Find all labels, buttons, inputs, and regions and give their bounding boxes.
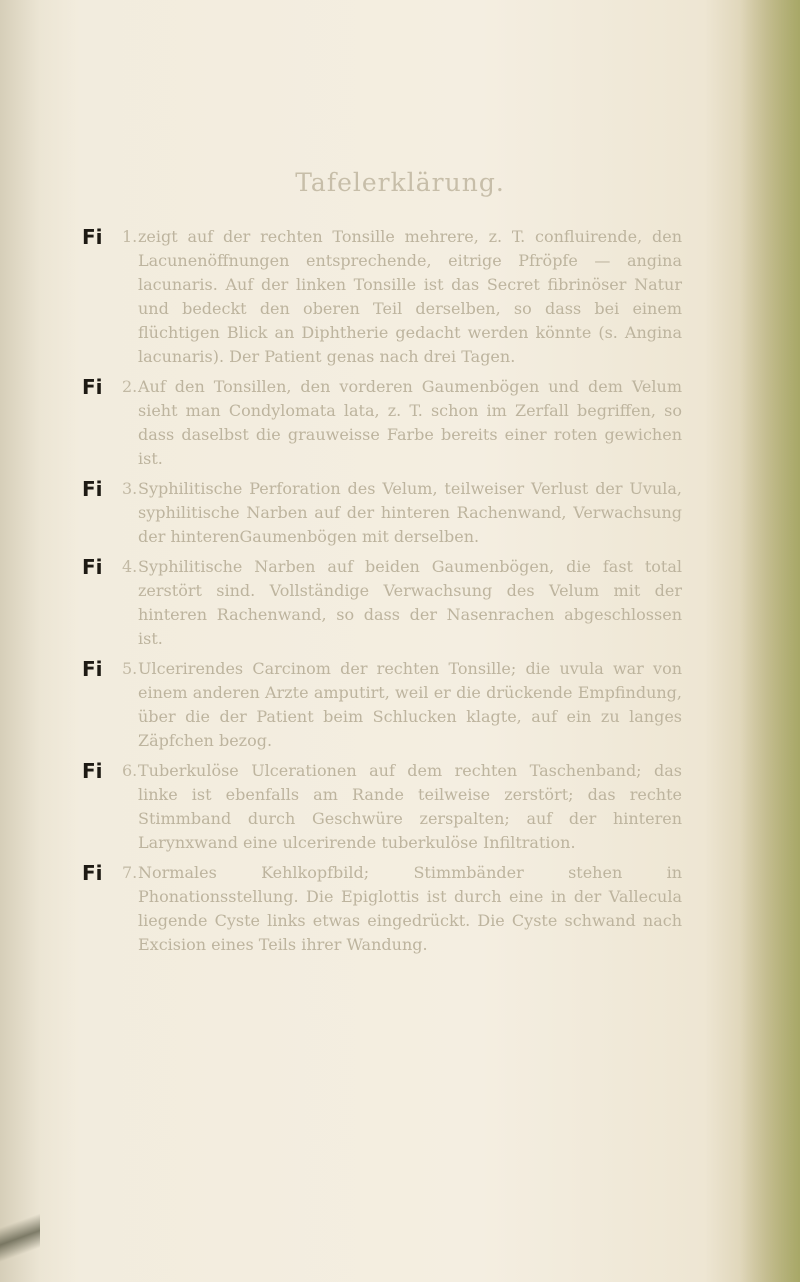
fig-number: 6. (122, 761, 138, 780)
fig-label: Fi (82, 861, 103, 885)
entry-text: zeigt auf der rechten Tonsille mehrere, z. T. confluirende, den Lacunenöffnungen entsprechende, eitrige Pfröpfe — angina lacunaris. Auf der linken Tonsille ist das Secret fibrinöser Natur und bedeckt den oberen Teil derselben, so dass bei einem flüchtigen Blick an Diphtherie gedacht werden könnte (s. Angina lacunaris). Der Patient genas nach drei Tagen. (138, 227, 682, 366)
fig-number: 1. (122, 227, 138, 246)
page-title: Tafelerklärung. (295, 168, 505, 197)
entry-fig-6 (82, 759, 682, 855)
entry-text: Syphilitische Narben auf beiden Gaumenbögen, die fast total zerstört sind. Vollständige Verwachsung des Velum mit der hinteren Rachenwand, so dass der Nasenrachen abgeschlossen ist. (138, 557, 682, 648)
corner-mark (0, 1182, 40, 1282)
entry-text: Syphilitische Perforation des Velum, teilweiser Verlust der Uvula, syphilitische Narben auf der hinteren Rachenwand, Verwachsung der hinterenGaumenbögen mit derselben. (138, 479, 682, 546)
fig-number: 2. (122, 377, 138, 396)
entry-fig-1 (82, 225, 682, 369)
fig-label: Fi (82, 759, 103, 783)
entry-fig-7 (82, 861, 682, 957)
entry-fig-4 (82, 555, 682, 651)
entry-text: Tuberkulöse Ulcerationen auf dem rechten Taschenband; das linke ist ebenfalls am Rande teilweise zerstört; das rechte Stimmband durch Geschwüre zerspalten; auf der hinteren Larynxwand eine ulcerirende tuberkulöse Infiltration. (138, 761, 682, 852)
fig-number: 4. (122, 557, 138, 576)
entry-fig-5 (82, 657, 682, 753)
entry-text: Auf den Tonsillen, den vorderen Gaumenbögen und dem Velum sieht man Condylomata lata, z. T. schon im Zerfall begriffen, so dass daselbst die grauweisse Farbe bereits einer roten gewichen ist. (138, 377, 682, 468)
plate-explanation (82, 225, 682, 963)
entry-text: Ulcerirendes Carcinom der rechten Tonsille; die uvula war von einem anderen Arzte amputirt, weil er die drückende Empfindung, über die der Patient beim Schlucken klagte, auf ein zu langes Zäpfchen bezog. (138, 659, 682, 750)
fig-number: 7. (122, 863, 138, 882)
fig-number: 5. (122, 659, 138, 678)
fig-label: Fi (82, 225, 103, 249)
entry-fig-2 (82, 375, 682, 471)
fig-label: Fi (82, 555, 103, 579)
fig-label: Fi (82, 375, 103, 399)
entry-fig-3 (82, 477, 682, 549)
entry-text: Normales Kehlkopfbild; Stimmbänder stehen in Phonationsstellung. Die Epiglottis ist durch eine in der Vallecula liegende Cyste links etwas eingedrückt. Die Cyste schwand nach Excision eines Teils ihrer Wandung. (138, 863, 682, 954)
fig-number: 3. (122, 479, 138, 498)
fig-label: Fi (82, 657, 103, 681)
fig-label: Fi (82, 477, 103, 501)
